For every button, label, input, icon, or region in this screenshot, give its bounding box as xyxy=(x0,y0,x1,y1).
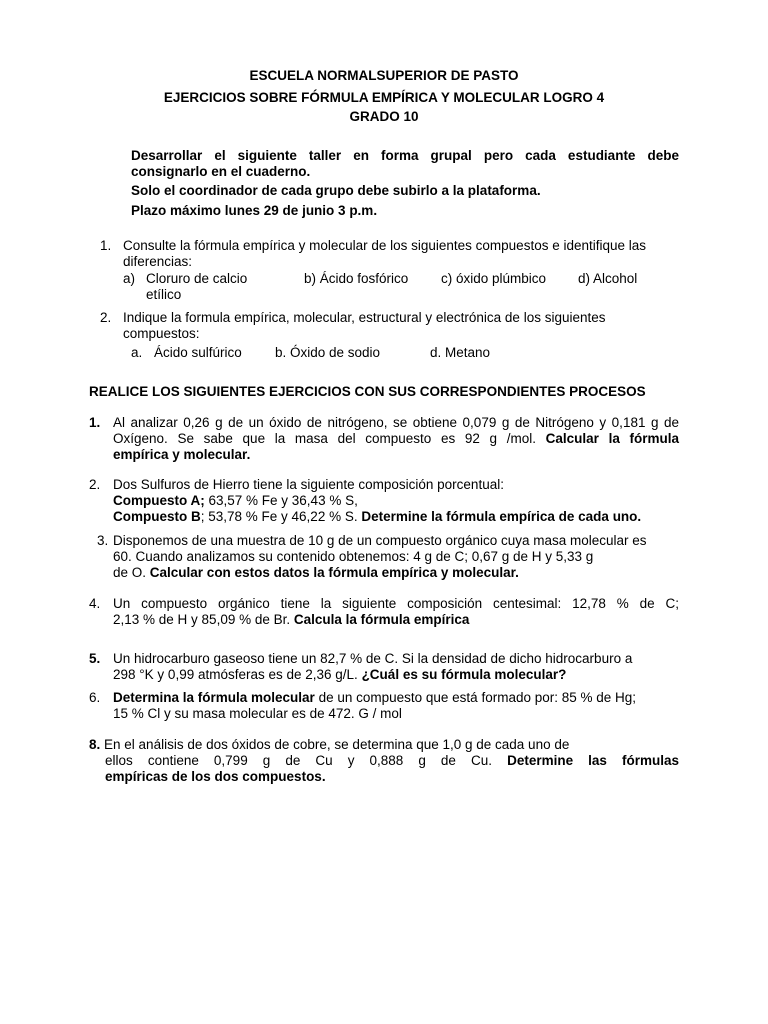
question-1-option-a: Cloruro de calcio xyxy=(146,271,248,286)
grade-title: GRADO 10 xyxy=(349,109,419,124)
exercise-3-task: Calcular con estos datos la fórmula empírica y molecular. xyxy=(149,565,519,580)
exercise-1-number: 1. xyxy=(89,415,101,430)
instruction-line-3: Solo el coordinador de cada grupo debe subirlo a la plataforma. xyxy=(131,183,541,198)
compound-a-label: Compuesto A; xyxy=(113,493,205,508)
question-1-option-b: b) Ácido fosfórico xyxy=(304,271,409,286)
exercise-4-task: Calcula la fórmula empírica xyxy=(293,612,470,627)
exercise-4-line-2-text: 2,13 % de H y 85,09 % de Br. xyxy=(113,612,294,627)
exercise-3-line-2: 60. Cuando analizamos su contenido obtenemos: 4 g de C; 0,67 g de H y 5,33 g xyxy=(113,549,594,564)
exercise-5-line-2-text: 298 °K y 0,99 atmósferas es de 2,36 g/L. xyxy=(113,667,362,682)
compound-a-composition: 63,57 % Fe y 36,43 % S, xyxy=(204,493,358,508)
exercise-2-line-2 xyxy=(113,493,358,509)
instruction-line-4: Plazo máximo lunes 29 de junio 3 p.m. xyxy=(131,203,378,218)
exercise-3-line-3-text: de O. xyxy=(113,565,150,580)
exercise-3-line-1: Disponemos de una muestra de 10 g de un compuesto orgánico cuya masa molecular es xyxy=(113,533,647,548)
question-2-line-2: compuestos: xyxy=(123,326,200,341)
question-1-option-c: c) óxido plúmbico xyxy=(441,271,547,286)
exercise-6-task: Determina la fórmula molecular xyxy=(113,690,315,705)
instruction-line-2: consignarlo en el cuaderno. xyxy=(131,164,311,179)
exercise-2-task: Determine la fórmula empírica de cada uno. xyxy=(361,509,642,524)
exercise-6-line-2: 15 % Cl y su masa molecular es de 472. G / mol xyxy=(113,706,402,721)
exercise-8-task-part-2: empíricas de los dos compuestos. xyxy=(105,769,326,784)
exercise-2-line-3 xyxy=(113,509,641,525)
compound-b-label: Compuesto B xyxy=(113,509,201,524)
question-1-line-2: diferencias: xyxy=(123,254,193,269)
exercise-4-line-1: Un compuesto orgánico tiene la siguiente composición centesimal: 12,78 % de C; xyxy=(113,596,679,611)
exercise-3-line-3 xyxy=(113,565,519,581)
exercise-1-line-2 xyxy=(113,431,679,447)
question-2-number: 2. xyxy=(100,310,112,325)
exercise-5-number: 5. xyxy=(89,651,101,666)
exercise-2-line-1: Dos Sulfuros de Hierro tiene la siguiente composición porcentual: xyxy=(113,477,504,492)
school-title: ESCUELA NORMALSUPERIOR DE PASTO xyxy=(249,68,519,83)
exercise-8-task-part-1: Determine las fórmulas xyxy=(507,753,679,768)
instruction-line-1: Desarrollar el siguiente taller en forma grupal pero cada estudiante debe xyxy=(131,148,679,163)
question-2-option-d: d. Metano xyxy=(430,345,491,360)
exercise-6-line-1 xyxy=(113,690,636,706)
question-2-line-1: Indique la formula empírica, molecular, estructural y electrónica de los siguientes xyxy=(123,310,606,325)
exercise-5-task: ¿Cuál es su fórmula molecular? xyxy=(361,667,567,682)
exercise-8-line-1 xyxy=(89,737,569,753)
question-1-line-1: Consulte la fórmula empírica y molecular de los siguientes compuestos e identifique las xyxy=(123,238,647,253)
exercise-1-line-2-text: Oxígeno. Se sabe que la masa del compuesto es 92 g /mol. xyxy=(113,431,546,446)
question-1-option-d: d) Alcohol xyxy=(578,271,638,286)
section-title: REALICE LOS SIGUIENTES EJERCICIOS CON SUS CORRESPONDIENTES PROCESOS xyxy=(89,384,646,399)
exercise-2-number: 2. xyxy=(89,477,101,492)
exercise-1-task-part-2: empírica y molecular. xyxy=(113,447,251,462)
exercise-1-task-part-1: Calcular la fórmula xyxy=(545,431,679,446)
question-1-option-d-continued: etílico xyxy=(146,287,182,302)
question-2-option-a-label: a. xyxy=(131,345,143,360)
exercise-8-line-2-text: ellos contiene 0,799 g de Cu y 0,888 g de Cu. xyxy=(105,753,508,768)
exercise-8-line-1-text: En el análisis de dos óxidos de cobre, se determina que 1,0 g de cada uno de xyxy=(104,737,570,752)
question-2-option-b: b. Óxido de sodio xyxy=(275,345,381,360)
question-2-option-a: Ácido sulfúrico xyxy=(154,345,242,360)
exercise-5-line-2 xyxy=(113,667,566,683)
exercise-4-line-2 xyxy=(113,612,469,628)
exercise-8-number: 8. xyxy=(89,737,101,752)
exercise-5-line-1: Un hidrocarburo gaseoso tiene un 82,7 % de C. Si la densidad de dicho hidrocarburo a xyxy=(113,651,633,666)
exercise-6-number: 6. xyxy=(89,690,101,705)
worksheet-title: EJERCICIOS SOBRE FÓRMULA EMPÍRICA Y MOLECULAR LOGRO 4 xyxy=(163,90,605,105)
compound-b-composition: ; 53,78 % Fe y 46,22 % S. xyxy=(200,509,362,524)
question-1-number: 1. xyxy=(100,238,112,253)
exercise-3-number: 3. xyxy=(97,533,109,548)
exercise-8-line-2 xyxy=(105,753,679,769)
exercise-4-number: 4. xyxy=(89,596,101,611)
question-1-option-a-label: a) xyxy=(123,271,136,286)
exercise-1-line-1: Al analizar 0,26 g de un óxido de nitrógeno, se obtiene 0,079 g de Nitrógeno y 0,181 g de xyxy=(113,415,679,430)
exercise-6-line-1-text: de un compuesto que está formado por: 85 % de Hg; xyxy=(314,690,637,705)
